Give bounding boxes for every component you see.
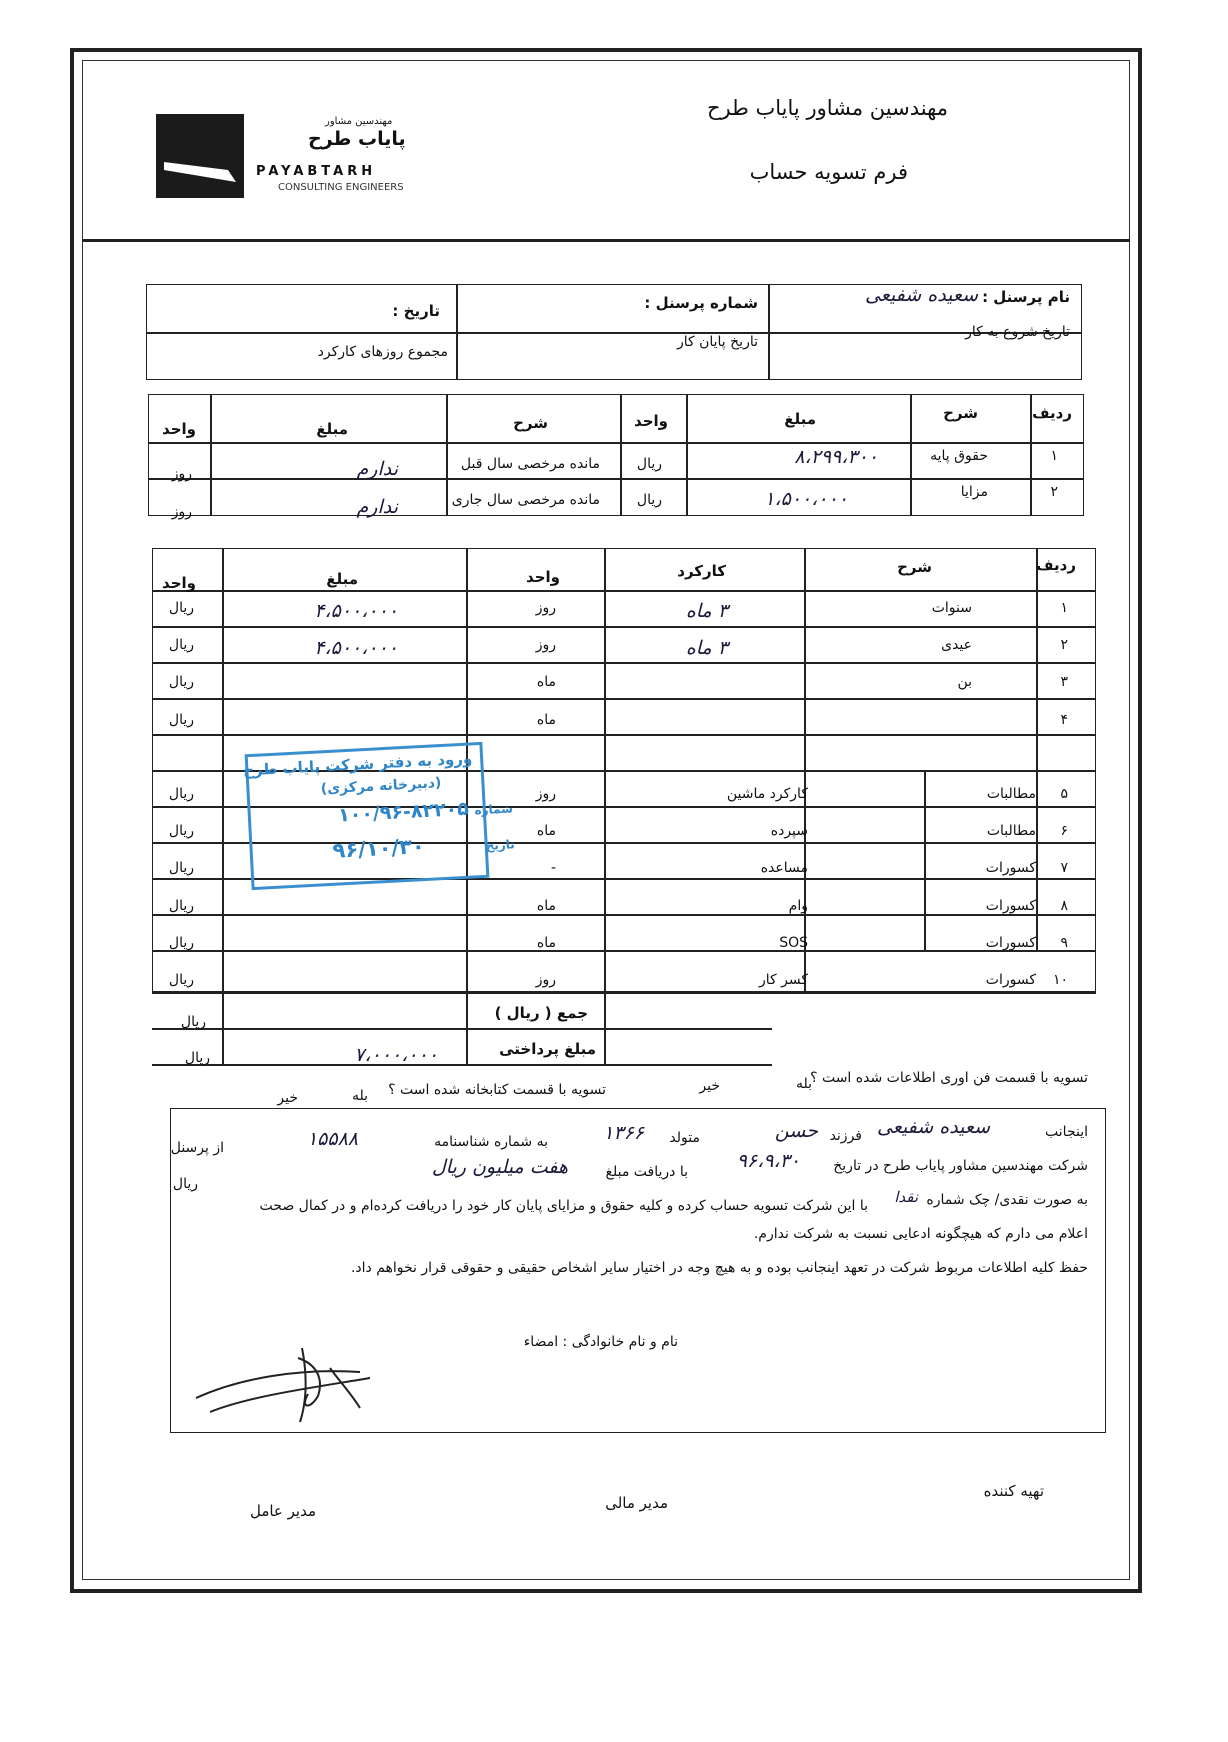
row-unit: -: [550, 860, 556, 877]
row-unit-2: ریال: [168, 711, 194, 728]
row-subitem: سپرده: [770, 823, 808, 840]
salary-row2-unit: ریال: [636, 492, 662, 508]
settlement-col-divider: [924, 770, 926, 950]
row-description: بن: [957, 674, 972, 691]
decl-cash-cheque: به صورت نقدی/ چک شماره: [926, 1192, 1088, 1208]
it-yes[interactable]: بله: [795, 1076, 812, 1092]
settlement-row-divider: [152, 914, 1096, 916]
row-number: ۸: [1060, 897, 1068, 914]
settlement-col-divider: [1036, 548, 1038, 950]
decl-rial: ریال: [172, 1176, 198, 1192]
salary-row1-unit: ریال: [636, 456, 662, 472]
row-number: ۵: [1060, 786, 1068, 802]
decl-date: ۹۶،۹،۳۰: [736, 1150, 800, 1172]
preparer-label: تهیه کننده: [983, 1482, 1044, 1500]
salary-header-desc: شرح: [943, 404, 978, 422]
salary-header-desc-2: شرح: [513, 414, 548, 432]
salary-row-divider: [148, 478, 1084, 480]
settlement-row-divider: [152, 590, 1096, 592]
personnel-name-label: نام پرسنل :: [982, 288, 1070, 306]
main-header-row-no: ردیف: [1036, 556, 1076, 574]
finance-manager-label: مدیر مالی: [605, 1494, 668, 1512]
salary-row1-desc: حقوق پایه: [930, 448, 988, 464]
row-work-duration: ۳ ماه: [685, 600, 728, 622]
row-unit: ماه: [536, 674, 556, 691]
settlement-row-divider: [152, 662, 1096, 664]
salary-row2-no: ۲: [1050, 484, 1058, 500]
salary-row1-no: ۱: [1050, 448, 1058, 464]
main-header-unit: واحد: [526, 568, 560, 586]
row-unit-2: ریال: [168, 860, 194, 877]
decl-confidentiality: حفظ کلیه اطلاعات مربوط شرکت در تعهد اینجانب بوده و به هیچ وجه در اختیار سایر اشخاص حقیقی و حقوقی قرار نخواهم داد.: [350, 1260, 1088, 1276]
personnel-name-value: سعیده شفیعی: [864, 284, 978, 306]
decl-birth-year: ۱۳۶۶: [603, 1122, 644, 1144]
row-subitem: کسر کار: [758, 972, 808, 988]
salary-row2-desc: مزایا: [960, 484, 988, 500]
info-col-divider-1: [768, 284, 770, 380]
payable-label: مبلغ پرداختی: [499, 1040, 596, 1058]
settlement-col-divider: [604, 548, 606, 1064]
row-category: کسورات: [985, 972, 1036, 988]
row-subitem: مساعده: [760, 860, 808, 877]
row-unit-2: ریال: [168, 600, 194, 616]
salary-col-5: [446, 394, 448, 516]
row-category: کسورات: [985, 860, 1036, 877]
main-header-work: کارکرد: [677, 562, 726, 580]
row-number: ۲: [1060, 637, 1068, 654]
decl-id-no: ۱۵۵۸۸: [306, 1128, 358, 1150]
row-unit: ماه: [536, 934, 556, 951]
receipt-stamp: [242, 742, 516, 890]
total-row-divider: [152, 1028, 772, 1030]
total-days-label: مجموع روزهای کارکرد: [317, 344, 448, 360]
stamp-number-label: شماره: [474, 801, 514, 818]
salary-col-3: [686, 394, 688, 516]
row-unit: روز: [535, 972, 556, 988]
row-unit-2: ریال: [168, 823, 194, 840]
library-yes[interactable]: بله: [351, 1088, 368, 1104]
salary-col-6: [210, 394, 212, 516]
info-row-divider: [146, 332, 1082, 334]
row-category: کسورات: [985, 934, 1036, 951]
row-unit: روز: [535, 637, 556, 654]
decl-cash: نقدا: [894, 1188, 918, 1206]
salary-header-amount-2: مبلغ: [316, 420, 348, 438]
settlement-col-divider: [222, 548, 224, 1064]
row-unit-2: ریال: [168, 786, 194, 802]
form-title: فرم تسویه حساب: [749, 160, 908, 184]
logo-small-text: مهندسین مشاور: [325, 116, 393, 127]
row-unit-2: ریال: [168, 897, 194, 914]
personnel-number-label: شماره پرسنل :: [644, 294, 758, 312]
row-unit-2: ریال: [168, 637, 194, 654]
info-col-divider-2: [456, 284, 458, 380]
salary-row2-desc-2: مانده مرخصی سال جاری: [451, 492, 600, 508]
row-number: ۷: [1060, 860, 1068, 877]
signature-image: [190, 1338, 390, 1428]
logo-mark-icon: [156, 114, 244, 198]
stamp-line2: (دبیرخانه مرکزی): [320, 775, 442, 798]
settlement-row-divider: [152, 626, 1096, 628]
row-description: سنوات: [931, 600, 972, 616]
decl-amount-words: هفت میلیون ریال: [431, 1156, 568, 1178]
row-number: ۳: [1060, 674, 1068, 691]
total-row-divider: [152, 1064, 772, 1066]
row-number: ۱۰: [1052, 972, 1068, 988]
decl-name: سعیده شفیعی: [876, 1116, 990, 1138]
salary-row1-desc-2: مانده مرخصی سال قبل: [460, 456, 600, 472]
row-unit: ماه: [536, 823, 556, 840]
row-unit-2: ریال: [168, 934, 194, 951]
decl-father: حسن: [774, 1120, 818, 1142]
row-number: ۱: [1060, 600, 1068, 616]
decl-sign-label: نام و نام خانوادگی : امضاء: [523, 1334, 678, 1350]
stamp-date-label: تاریخ: [485, 837, 516, 853]
settlement-row-divider: [152, 950, 1096, 952]
stamp-date: ۹۶/۱۰/۳۰: [331, 834, 426, 863]
decl-settled: با این شرکت تسویه حساب کرده و کلیه حقوق و مزایای پایان کار خود را دریافت کرده‌ام و در کمال صحت: [259, 1198, 868, 1214]
row-unit: ماه: [536, 897, 556, 914]
decl-no-claims: اعلام می دارم که هیچگونه ادعایی نسبت به شرکت ندارم.: [753, 1226, 1088, 1242]
library-no[interactable]: خیر: [277, 1090, 298, 1106]
it-settlement-question: تسویه با قسمت فن اوری اطلاعات شده است ؟: [810, 1070, 1088, 1086]
row-unit: ماه: [536, 711, 556, 728]
date-label: تاریخ :: [392, 302, 440, 320]
row-subitem: SOS: [779, 934, 808, 951]
stamp-line1: ورود به دفتر شرکت پایاب طرح: [242, 749, 473, 780]
end-date-label: تاریخ پایان کار: [676, 334, 758, 350]
company-logo: [150, 112, 430, 202]
decl-of-staff: از پرسنل: [170, 1140, 224, 1156]
salary-header-unit-2: واحد: [162, 420, 196, 438]
row-number: ۹: [1060, 934, 1068, 951]
row-subitem: وام: [788, 897, 808, 914]
row-subitem: کارکرد ماشین: [726, 786, 808, 802]
row-category: مطالبات: [986, 823, 1036, 840]
decl-i: اینجانب: [1045, 1124, 1088, 1140]
row-unit-2: ریال: [168, 972, 194, 988]
logo-name-en: PAYABTARH: [256, 164, 377, 179]
payable-unit: ریال: [184, 1050, 210, 1066]
ceo-label: مدیر عامل: [249, 1502, 316, 1520]
salary-header-amount: مبلغ: [784, 410, 816, 428]
salary-row1-amount: ۸،۲۹۹،۳۰۰: [794, 446, 878, 468]
salary-row1-unit-2: روز: [171, 466, 192, 482]
logo-tagline: CONSULTING ENGINEERS: [278, 182, 404, 193]
row-unit: روز: [535, 786, 556, 802]
it-no[interactable]: خیر: [699, 1078, 720, 1094]
salary-row2-amount-2: ندارم: [356, 496, 398, 518]
settlement-row-divider: [152, 992, 1096, 994]
salary-header-divider: [148, 442, 1084, 444]
row-amount: ۴،۵۰۰،۰۰۰: [314, 600, 398, 622]
settlement-row-divider: [152, 698, 1096, 700]
decl-born: متولد: [669, 1130, 700, 1146]
row-unit: روز: [535, 600, 556, 616]
stamp-number: ۱۰۰/۹۶-۸۲۲۰۵: [337, 797, 470, 827]
main-header-unit-2: واحد: [162, 574, 196, 592]
main-header-amount: مبلغ: [326, 570, 358, 588]
salary-header-row-no: ردیف: [1032, 404, 1072, 422]
library-settlement-question: تسویه با قسمت کتابخانه شده است ؟: [388, 1082, 606, 1098]
salary-col-2: [910, 394, 912, 516]
logo-name-fa: پایاب طرح: [308, 128, 406, 150]
row-category: مطالبات: [986, 786, 1036, 802]
row-amount: ۴،۵۰۰،۰۰۰: [314, 637, 398, 660]
row-number: ۴: [1060, 711, 1068, 728]
row-work-duration: ۳ ماه: [685, 637, 728, 660]
row-number: ۶: [1060, 823, 1068, 840]
settlement-row-divider: [152, 734, 1096, 736]
row-unit-2: ریال: [168, 674, 194, 691]
sum-unit: ریال: [180, 1014, 206, 1030]
main-header-desc: شرح: [897, 558, 932, 576]
start-date-label: تاریخ شروع به کار: [965, 324, 1070, 340]
settlement-col-divider: [804, 548, 806, 992]
salary-row1-amount-2: ندارم: [356, 458, 398, 480]
decl-receiving: با دریافت مبلغ: [605, 1164, 688, 1180]
sum-label: جمع ( ریال ): [494, 1004, 588, 1022]
row-description: عیدی: [941, 637, 972, 654]
payable-value: ۷،۰۰۰،۰۰۰: [354, 1044, 438, 1066]
row-category: کسورات: [985, 897, 1036, 914]
salary-col-4: [620, 394, 622, 516]
decl-company-date: شرکت مهندسین مشاور پایاب طرح در تاریخ: [833, 1158, 1088, 1174]
decl-child-of: فرزند: [829, 1128, 862, 1144]
salary-row2-unit-2: روز: [171, 504, 192, 520]
decl-id-label: به شماره شناسنامه: [434, 1134, 548, 1150]
salary-row2-amount: ۱،۵۰۰،۰۰۰: [764, 488, 848, 510]
company-title: مهندسین مشاور پایاب طرح: [706, 96, 948, 120]
salary-header-unit: واحد: [634, 412, 668, 430]
